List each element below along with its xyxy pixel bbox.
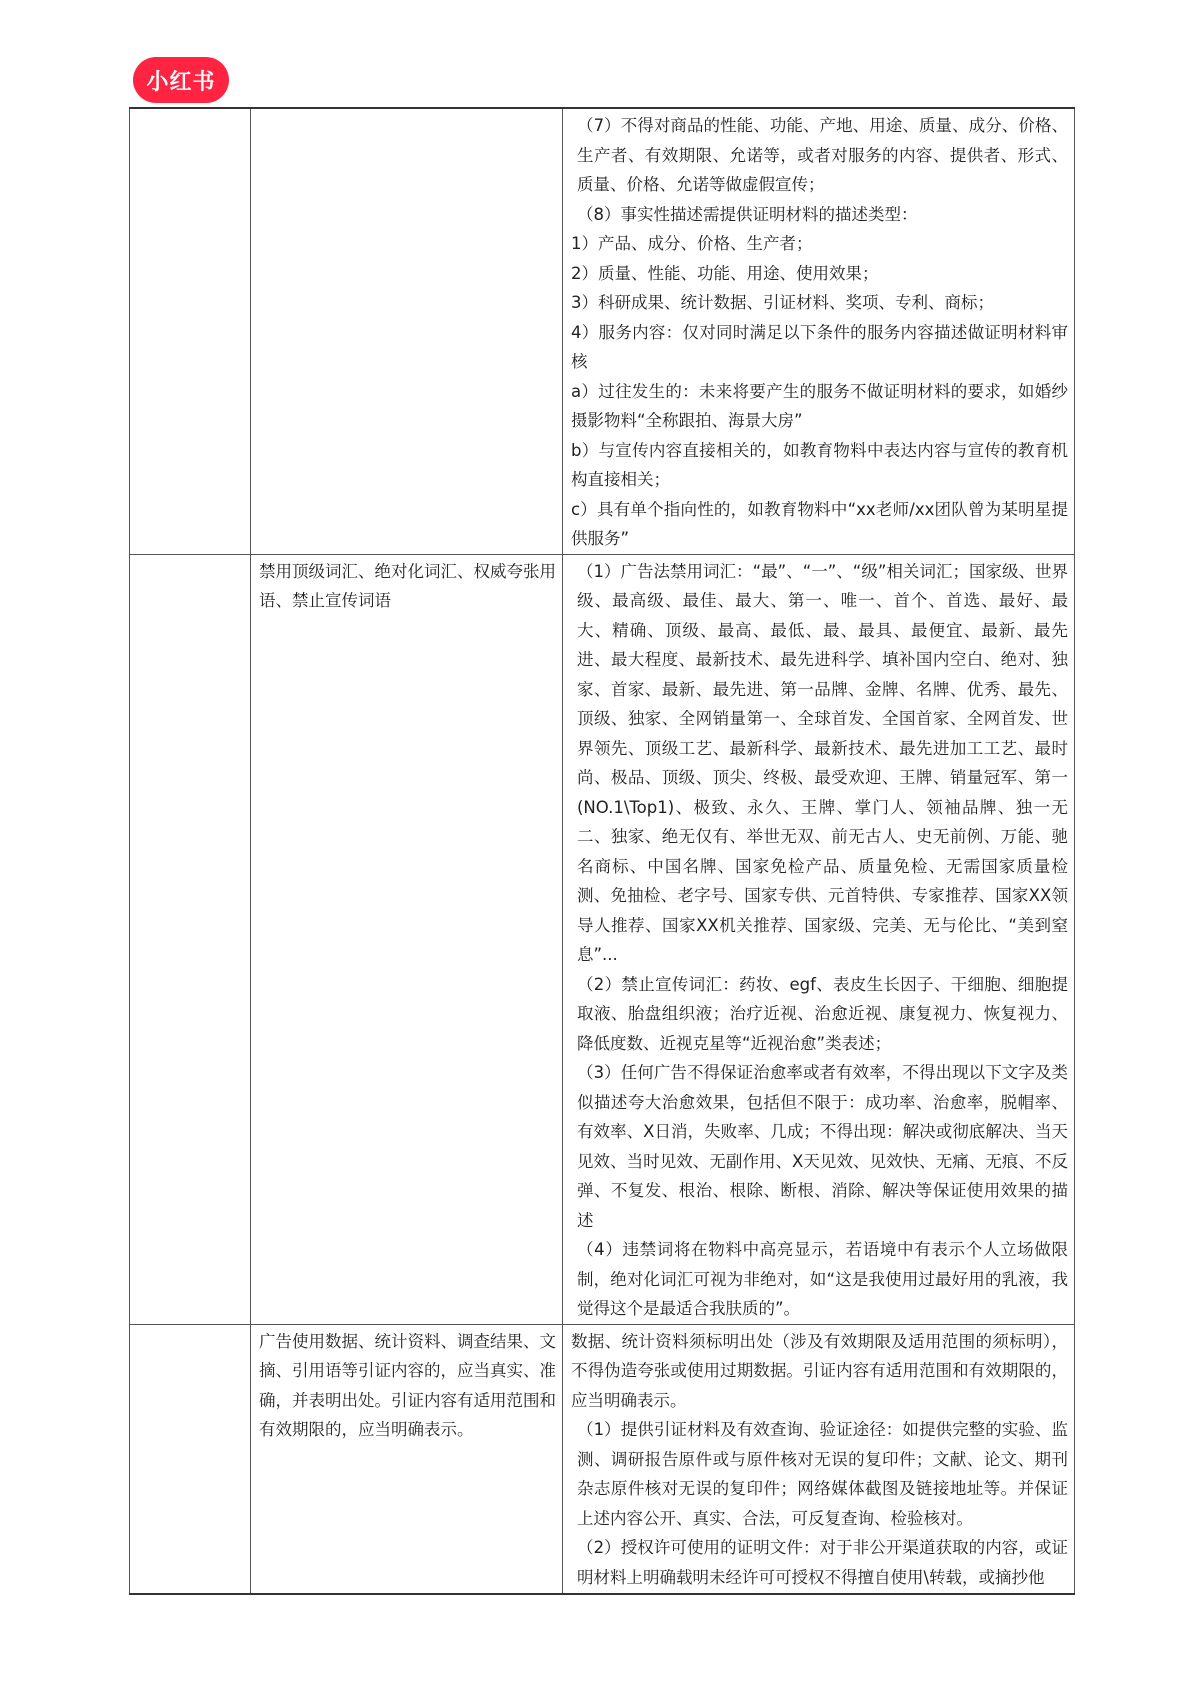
requirement-text: 禁用顶级词汇、绝对化词汇、权威夸张用语、禁止宣传词语 [259,561,556,610]
detail-paragraph: （2）禁止宣传词汇：药妆、egf、表皮生长因子、干细胞、细胞提取液、胎盘组织液；治疗近视、治愈近视、康复视力、恢复视力、降低度数、近视克星等“近视治愈”类表述； [577,974,1068,1053]
logo-text: 小红书 [146,69,216,95]
detail-paragraph: （1）提供引证材料及有效查询、验证途径：如提供完整的实验、监测、调研报告原件或与原件核对无误的复印件；文献、论文、期刊杂志原件核对无误的复印件；网络媒体截图及链接地址等。并保证上述内容公开、真实、合法，可反复查询、检验核对。 [577,1420,1068,1528]
detail-paragraph: （8）事实性描述需提供证明材料的描述类型： [577,204,918,224]
detail-paragraph: （7）不得对商品的性能、功能、产地、用途、质量、成分、价格、生产者、有效期限、允诺等，或者对服务的内容、提供者、形式、质量、价格、允诺等做虚假宣传； [577,116,1068,194]
category-cell [130,554,251,1324]
requirement-cell [251,554,563,1324]
detail-paragraph: （2）授权许可使用的证明文件：对于非公开渠道获取的内容，或证明材料上明确载明未经许可可授权不得擅自使用\转载，或摘抄他 [577,1538,1068,1587]
detail-paragraph: 1）产品、成分、价格、生产者； [571,234,813,253]
table-row [130,554,1075,1324]
detail-paragraph: 2）质量、性能、功能、用途、使用效果； [571,263,879,283]
detail-paragraph: a）过往发生的：未来将要产生的服务不做证明材料的要求，如婚纱摄影物料“全称跟拍、海景大房” [571,381,1068,430]
detail-paragraph: （1）广告法禁用词汇：“最”、“一”、“级”相关词汇；国家级、世界级、最高级、最佳、最大、第一、唯一、首个、首选、最好、最大、精确、顶级、最高、最低、最、最具、最便宜、最新、最先进、最大程度、最新技术、最先进科学、填补国内空白、绝对、独家、首家、最新、最先进、第一品牌、金牌、名牌、优秀、最先、顶级、独家、全网销量第一、全球首发、全国首家、全网首发、世界领先、顶级工艺、最新科学、最新技术、最先进加工工艺、最时尚、极品、顶级、顶尖、终极、最受欢迎、王牌、销量冠军、第一(NO.1\Top1)、极致、永久、王牌、掌门人、领袖品牌、独一无二、独家、绝无仅有、举世无双、前无古人、史无前例、万能、驰名商标、中国名牌、国家免检产品、质量免检、无需国家质量检测、免抽检、老字号、国家专供、元首特供、专家推荐、国家XX领导人推荐、国家XX机关推荐、国家级、完美、无与伦比、“美到窒息”... [577,561,1068,964]
detail-cell [563,554,1075,1324]
detail-paragraph: b）与宣传内容直接相关的，如教育物料中表达内容与宣传的教育机构直接相关； [571,440,1068,489]
detail-cell [563,1324,1075,1594]
detail-paragraph: c）具有单个指向性的，如教育物料中“xx老师/xx团队曾为某明星提供服务” [571,499,1068,548]
requirement-cell [251,108,563,554]
table-row [130,108,1075,554]
category-cell [130,108,251,554]
requirement-text: 广告使用数据、统计资料、调查结果、文摘、引用语等引证内容的，应当真实、准确，并表明出处。引证内容有适用范围和有效期限的，应当明确表示。 [259,1331,556,1439]
category-cell [130,1324,251,1594]
table-row [130,1324,1075,1594]
requirement-cell [251,1324,563,1594]
detail-cell [563,108,1075,554]
detail-paragraph: （4）违禁词将在物料中高亮显示，若语境中有表示个人立场做限制，绝对化词汇可视为非绝对，如“这是我使用过最好用的乳液，我觉得这个是最适合我肤质的”。 [577,1240,1068,1318]
detail-paragraph: 数据、统计资料须标明出处（涉及有效期限及适用范围的须标明），不得伪造夸张或使用过期数据。引证内容有适用范围和有效期限的，应当明确表示。 [571,1331,1068,1410]
detail-paragraph: 4）服务内容：仅对同时满足以下条件的服务内容描述做证明材料审核 [571,322,1068,371]
detail-paragraph: 3）科研成果、统计数据、引证材料、奖项、专利、商标； [571,293,994,312]
ad-rules-table [129,107,1075,1595]
xiaohongshu-logo [133,57,229,103]
detail-paragraph: （3）任何广告不得保证治愈率或者有效率，不得出现以下文字及类似描述夸大治愈效果，包括但不限于：成功率、治愈率，脱帽率、有效率、X日消，失败率、几成；不得出现：解决或彻底解决、当天见效、当时见效、无副作用、X天见效、见效快、无痛、无痕、不反弹、不复发、根治、根除、断根、消除、解决等保证使用效果的描述 [577,1063,1068,1230]
